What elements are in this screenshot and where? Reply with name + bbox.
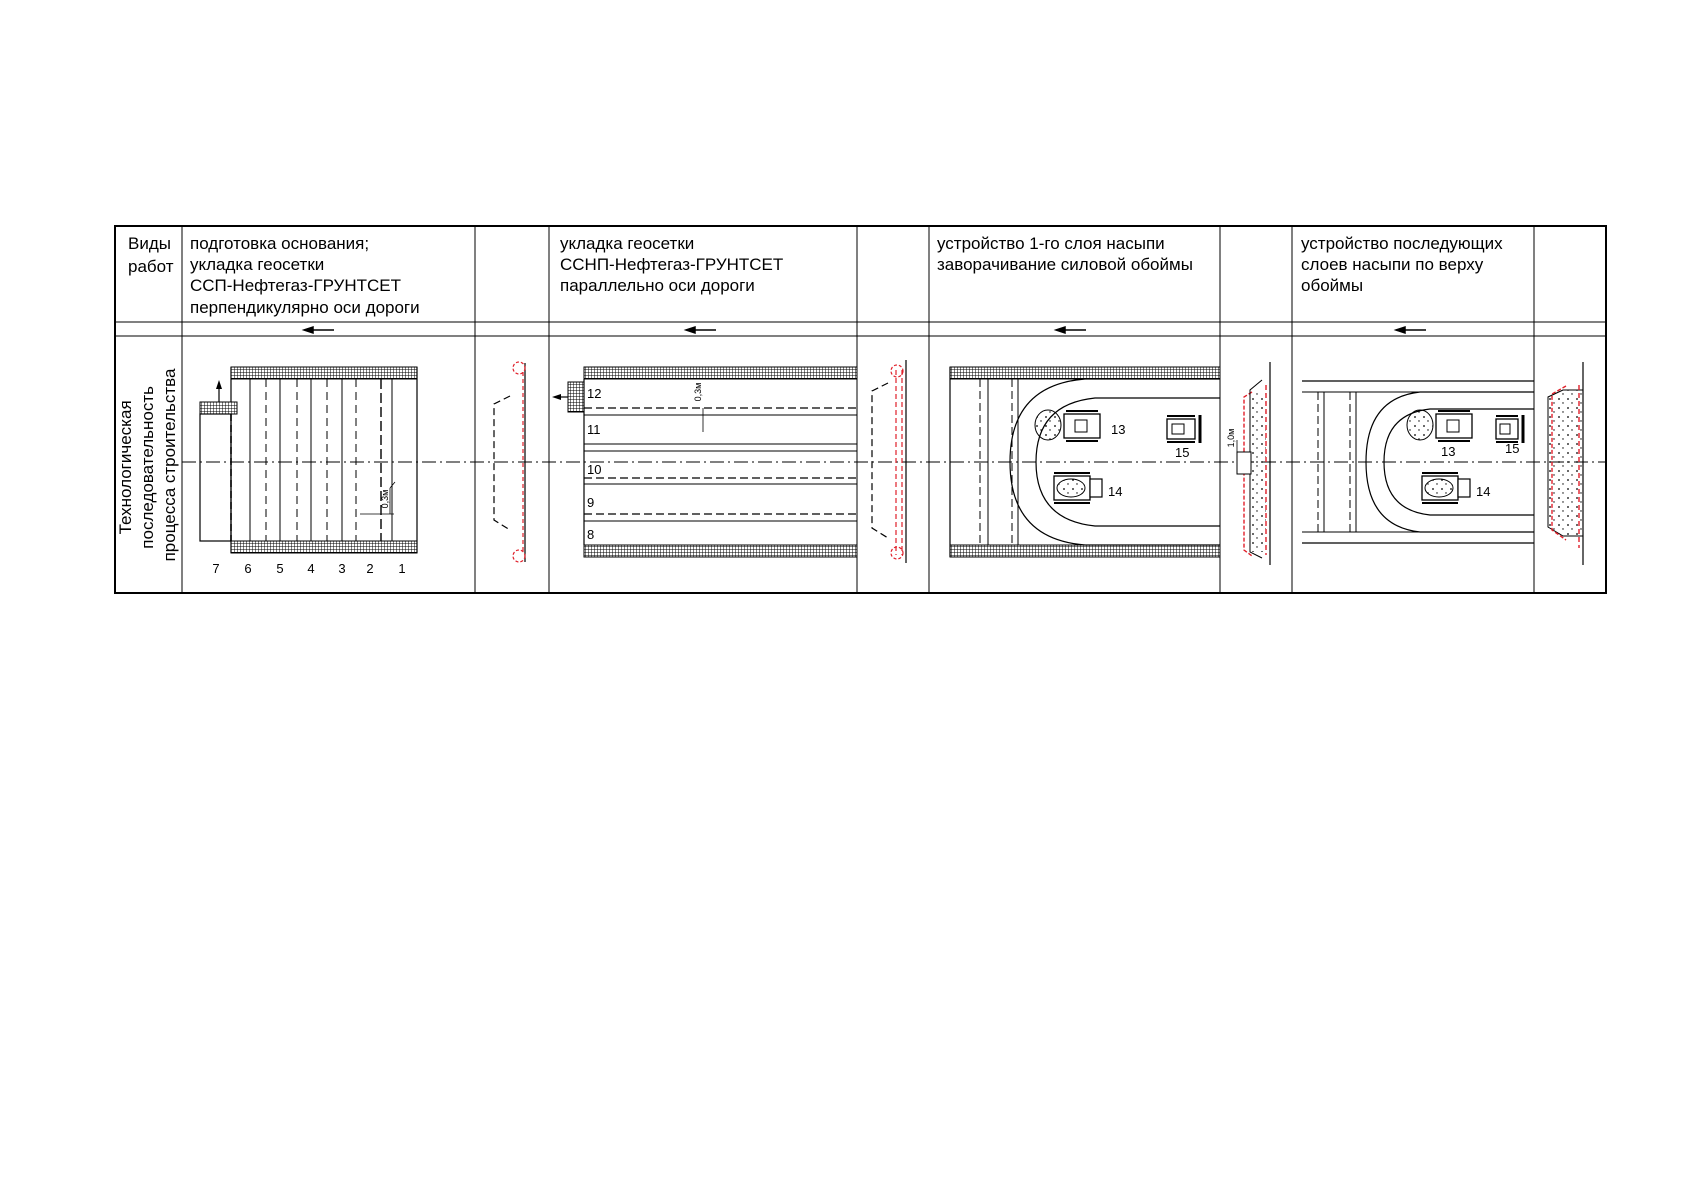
- machine-label: 14: [1476, 484, 1491, 499]
- direction-arrow-icon: [552, 394, 561, 400]
- stage-1-strip-numbers: [212, 561, 405, 576]
- bulldozer-icon: [1496, 415, 1523, 443]
- machine-label: 13: [1111, 422, 1126, 437]
- bulldozer-icon: [1167, 415, 1200, 443]
- excavator-icon: [1035, 410, 1100, 441]
- stage-2-dimension: 0,3м: [693, 382, 703, 402]
- strip-number: 1: [398, 561, 406, 576]
- strip-number: 4: [307, 561, 315, 576]
- roller-icon: [1054, 473, 1102, 503]
- stage-2-strip-numbers: [587, 386, 601, 542]
- strip-number: 2: [366, 561, 374, 576]
- stage-1-plan: [200, 367, 417, 553]
- direction-arrow-icon: [304, 327, 334, 333]
- direction-arrow-icon: [1396, 327, 1426, 333]
- machine-label: 13: [1441, 444, 1456, 459]
- stage-1-dimension: 0,3м: [380, 489, 390, 509]
- strip-number: 9: [587, 495, 595, 510]
- strip-number: 6: [244, 561, 252, 576]
- roller-icon: [1422, 473, 1470, 503]
- stage-2-title: укладка геосетки ССНП-Нефтегаз-ГРУНТСЕТ параллельно оси дороги: [560, 234, 784, 295]
- strip-number: 7: [212, 561, 220, 576]
- direction-arrow-icon: [686, 327, 716, 333]
- strip-number: 5: [276, 561, 284, 576]
- process-sequence-label: Технологическая последовательность процесса строительства: [116, 368, 179, 562]
- stage-3-title: устройство 1-го слоя насыпи заворачивание силовой обоймы: [937, 234, 1193, 274]
- work-types-label: Виды работ: [128, 234, 174, 276]
- stage-3-dimension: 1,0м: [1226, 428, 1236, 448]
- strip-number: 3: [338, 561, 346, 576]
- stage-3-cross-section: [1237, 362, 1270, 565]
- machine-label: 14: [1108, 484, 1123, 499]
- strip-number: 8: [587, 527, 595, 542]
- strip-number: 10: [587, 462, 602, 477]
- stage-4-title: устройство последующих слоев насыпи по верху обоймы: [1301, 234, 1503, 295]
- strip-number: 12: [587, 386, 602, 401]
- stage-4-cross-section: [1548, 362, 1583, 565]
- strip-number: 11: [587, 422, 601, 437]
- excavator-icon: [1407, 410, 1472, 441]
- machine-label: 15: [1175, 445, 1190, 460]
- direction-arrow-icon: [1056, 327, 1086, 333]
- machine-label: 15: [1505, 441, 1520, 456]
- direction-arrow-icon: [216, 380, 222, 389]
- stage-1-title: подготовка основания; укладка геосетки ССП-Нефтегаз-ГРУНТСЕТ перпендикулярно оси дороги: [190, 234, 420, 317]
